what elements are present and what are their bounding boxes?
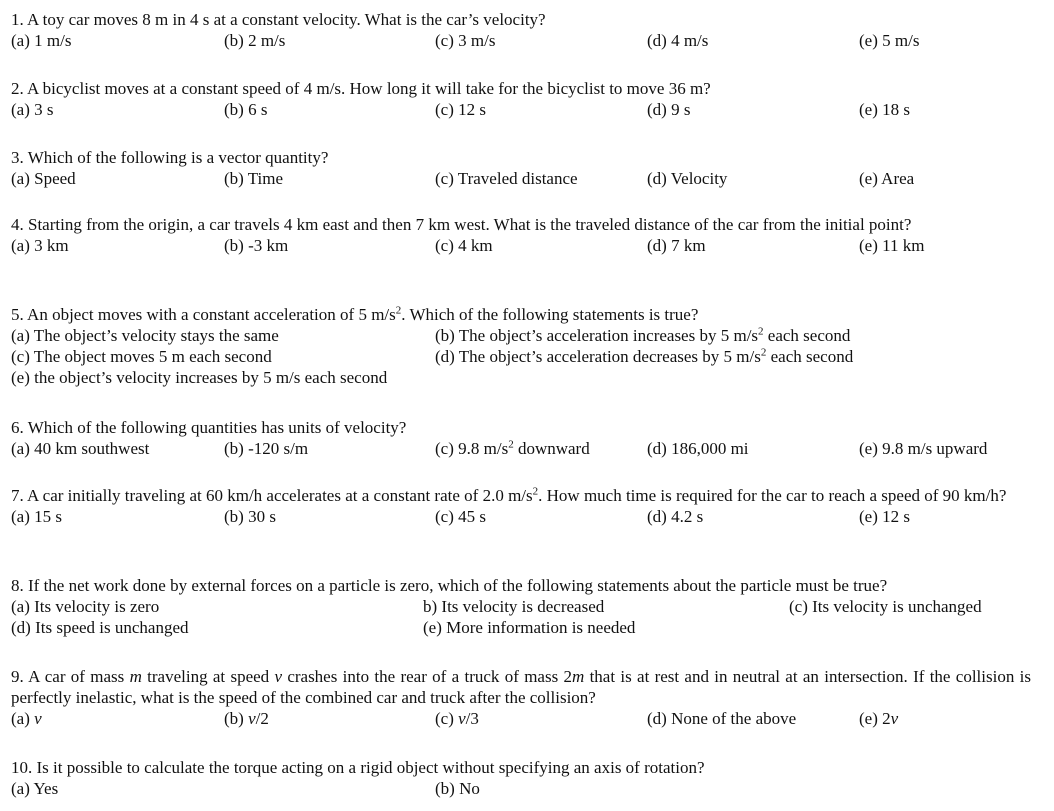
question-8-option-e[interactable]: (e) More information is needed xyxy=(423,618,636,637)
question-6 xyxy=(11,417,1031,459)
question-1-option-e[interactable]: (e) 5 m/s xyxy=(859,31,920,50)
question-5-stem: 5. An object moves with a constant acceleration of 5 $m/s^2$. Which of the following statements is true? xyxy=(11,304,699,324)
question-10-options xyxy=(11,778,1031,799)
question-6-option-b[interactable]: (b) -120 s/m xyxy=(224,439,309,458)
question-5-option-d[interactable]: (d) The object’s acceleration decreases by 5 $m/s^2$ each second xyxy=(435,346,854,366)
question-1-option-a[interactable]: (a) 1 m/s xyxy=(11,31,72,50)
question-1 xyxy=(11,9,1031,51)
question-9-option-a[interactable]: (a) v xyxy=(11,709,42,728)
question-8-option-d[interactable]: (d) Its speed is unchanged xyxy=(11,618,189,637)
question-2-option-e[interactable]: (e) 18 s xyxy=(859,100,910,119)
question-7-option-a[interactable]: (a) 15 s xyxy=(11,507,62,526)
question-4-option-a[interactable]: (a) 3 km xyxy=(11,236,69,255)
question-4-option-b[interactable]: (b) -3 km xyxy=(224,236,289,255)
question-7-option-d[interactable]: (d) 4.2 s xyxy=(647,507,704,526)
question-1-option-d[interactable]: (d) 4 m/s xyxy=(647,31,709,50)
question-9-stem: 9. A car of mass m traveling at speed v crashes into the rear of a truck of mass 2m that is at rest and in neutral at an intersection. If the collision is perfectly inelastic, what is the speed of the combined car and truck after the collision? xyxy=(11,667,1031,707)
question-4-option-c[interactable]: (c) 4 km xyxy=(435,236,493,255)
question-8-option-c[interactable]: (c) Its velocity is unchanged xyxy=(789,597,982,616)
question-4 xyxy=(11,214,1031,256)
question-4-stem: 4. Starting from the origin, a car travels 4 km east and then 7 km west. What is the traveled distance of the car from the initial point? xyxy=(11,215,912,234)
question-5-option-b[interactable]: (b) The object’s acceleration increases by 5 $m/s^2$ each second xyxy=(435,325,851,345)
question-6-option-c[interactable]: (c) 9.8 $m/s^2$ downward xyxy=(435,438,590,458)
question-1-option-b[interactable]: (b) 2 m/s xyxy=(224,31,286,50)
question-5 xyxy=(11,304,1031,388)
question-5-option-e[interactable]: (e) the object’s velocity increases by 5 m/s each second xyxy=(11,368,388,387)
question-9-option-d[interactable]: (d) None of the above xyxy=(647,709,797,728)
question-10 xyxy=(11,757,1031,799)
question-2-stem: 2. A bicyclist moves at a constant speed of 4 m/s. How long it will take for the bicyclist to move 36 m? xyxy=(11,79,711,98)
question-1-stem: 1. A toy car moves 8 m in 4 s at a constant velocity. What is the car’s velocity? xyxy=(11,10,546,29)
question-2-option-a[interactable]: (a) 3 s xyxy=(11,100,54,119)
question-6-options xyxy=(11,438,1031,459)
question-9 xyxy=(11,666,1031,729)
question-3-option-c[interactable]: (c) Traveled distance xyxy=(435,169,578,188)
question-1-option-c[interactable]: (c) 3 m/s xyxy=(435,31,496,50)
question-4-option-d[interactable]: (d) 7 km xyxy=(647,236,706,255)
question-3-stem: 3. Which of the following is a vector quantity? xyxy=(11,148,329,167)
question-8-options-row-2 xyxy=(11,617,1031,638)
question-9-option-b[interactable]: (b) v/2 xyxy=(224,709,269,728)
question-2-option-c[interactable]: (c) 12 s xyxy=(435,100,486,119)
question-7-option-b[interactable]: (b) 30 s xyxy=(224,507,276,526)
question-2-option-d[interactable]: (d) 9 s xyxy=(647,100,691,119)
question-4-options xyxy=(11,235,1031,256)
question-5-option-c[interactable]: (c) The object moves 5 m each second xyxy=(11,347,272,366)
question-5-options-row-2 xyxy=(11,346,1031,367)
question-1-options xyxy=(11,30,1031,51)
question-6-option-a[interactable]: (a) 40 km southwest xyxy=(11,439,150,458)
question-9-options xyxy=(11,708,1031,729)
question-2-options xyxy=(11,99,1031,120)
question-3-option-d[interactable]: (d) Velocity xyxy=(647,169,728,188)
question-7-option-e[interactable]: (e) 12 s xyxy=(859,507,910,526)
question-5-options-row-1 xyxy=(11,325,1031,346)
question-5-option-a[interactable]: (a) The object’s velocity stays the same xyxy=(11,326,279,345)
question-5-options-row-3 xyxy=(11,367,1031,388)
question-9-option-c[interactable]: (c) v/3 xyxy=(435,709,479,728)
question-7-option-c[interactable]: (c) 45 s xyxy=(435,507,486,526)
question-8-option-a[interactable]: (a) Its velocity is zero xyxy=(11,597,160,616)
question-10-option-a[interactable]: (a) Yes xyxy=(11,779,59,798)
question-6-stem: 6. Which of the following quantities has units of velocity? xyxy=(11,418,407,437)
question-8 xyxy=(11,575,1031,638)
question-10-stem: 10. Is it possible to calculate the torque acting on a rigid object without specifying an axis of rotation? xyxy=(11,758,705,777)
question-2 xyxy=(11,78,1031,120)
question-8-stem: 8. If the net work done by external forces on a particle is zero, which of the following statements about the particle must be true? xyxy=(11,576,888,595)
question-3-option-a[interactable]: (a) Speed xyxy=(11,169,76,188)
question-8-option-b[interactable]: b) Its velocity is decreased xyxy=(423,597,605,616)
question-6-option-d[interactable]: (d) 186,000 mi xyxy=(647,439,749,458)
question-7-options xyxy=(11,506,1031,527)
question-3-option-e[interactable]: (e) Area xyxy=(859,169,915,188)
question-4-option-e[interactable]: (e) 11 km xyxy=(859,236,925,255)
question-3-option-b[interactable]: (b) Time xyxy=(224,169,284,188)
question-9-option-e[interactable]: (e) 2v xyxy=(859,709,899,728)
question-7-stem: 7. A car initially traveling at 60 km/h accelerates at a constant rate of 2.0 $m/s^2$. How much time is required for the car to reach a speed of 90 km/h? xyxy=(11,485,1007,505)
question-6-option-e[interactable]: (e) 9.8 m/s upward xyxy=(859,439,988,458)
question-3-options xyxy=(11,168,1031,189)
question-7 xyxy=(11,485,1031,527)
question-8-options-row-1 xyxy=(11,596,1031,617)
question-10-option-b[interactable]: (b) No xyxy=(435,779,480,798)
question-2-option-b[interactable]: (b) 6 s xyxy=(224,100,268,119)
question-3 xyxy=(11,147,1031,189)
